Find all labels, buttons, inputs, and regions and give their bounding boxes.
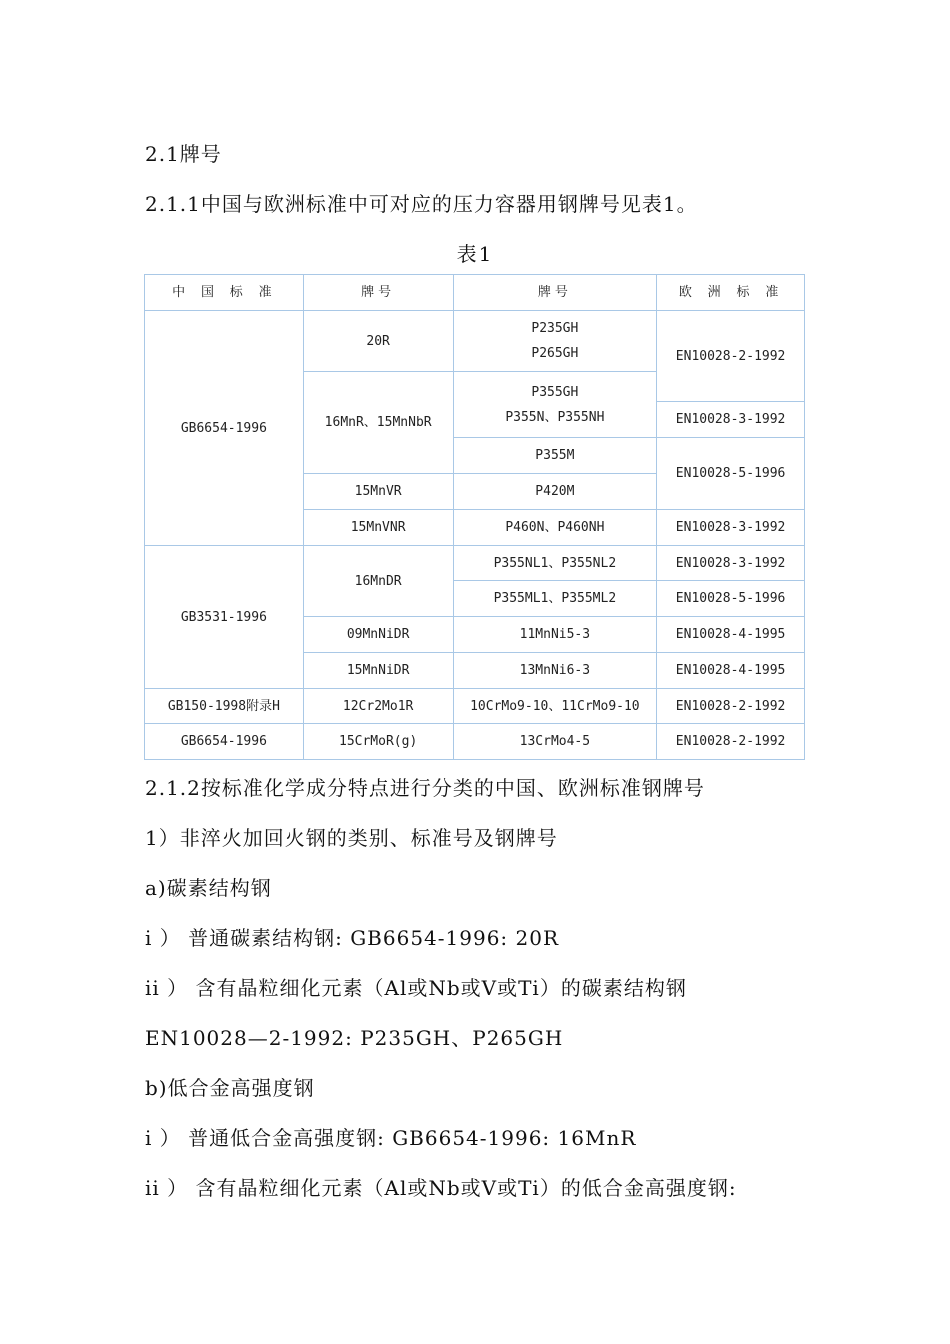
paragraph-2-1-1: 2.1.1中国与欧洲标准中可对应的压力容器用钢牌号见表1。 (145, 192, 698, 216)
header-grade-en: 牌号 (453, 275, 657, 311)
table-cell: GB6654-1996 (145, 311, 304, 546)
list-item-a-ii-grades: EN10028—2-1992: P235GH、P265GH (145, 1026, 564, 1050)
table-cell: EN10028-3-1992 (657, 402, 805, 438)
table-cell: 12Cr2Mo1R (303, 689, 453, 724)
list-item-b-i: i ） 普通低合金高强度钢: GB6654-1996: 16MnR (145, 1126, 637, 1150)
table-row (145, 546, 805, 581)
table-cell: 16MnDR (303, 546, 453, 617)
table-caption: 表1 (456, 242, 494, 266)
table-cell: EN10028-5-1996 (657, 581, 805, 617)
table-cell: EN10028-5-1996 (657, 438, 805, 510)
table-cell: EN10028-2-1992 (657, 724, 805, 760)
table-row (145, 689, 805, 724)
table-cell: P355NL1、P355NL2 (453, 546, 657, 581)
table-cell: 15MnNiDR (303, 653, 453, 689)
table-cell: EN10028-4-1995 (657, 617, 805, 653)
table-cell: 09MnNiDR (303, 617, 453, 653)
table-cell: GB3531-1996 (145, 546, 304, 689)
header-cn-standard: 中 国 标 准 (145, 275, 304, 311)
table-cell: EN10028-2-1992 (657, 311, 805, 402)
cell-line: P355N、P355NH (505, 409, 605, 425)
table-row (145, 311, 805, 372)
list-item-b-ii: ii ） 含有晶粒细化元素（Al或Nb或V或Ti）的低合金高强度钢: (145, 1176, 737, 1200)
table-cell: EN10028-3-1992 (657, 546, 805, 581)
table-cell: 11MnNi5-3 (453, 617, 657, 653)
table-header-row (145, 275, 805, 311)
table-cell: 16MnR、15MnNbR (303, 372, 453, 474)
list-item-a-i: i ） 普通碳素结构钢: GB6654-1996: 20R (145, 926, 560, 950)
table-cell: 15MnVR (303, 474, 453, 510)
table-cell: EN10028-4-1995 (657, 653, 805, 689)
table-cell: 15MnVNR (303, 510, 453, 546)
table-cell: P355M (453, 438, 657, 474)
table-cell: 20R (303, 311, 453, 372)
list-item-a: a)碳素结构钢 (145, 876, 272, 900)
cell-line: P355GH (531, 384, 579, 400)
header-grade-cn: 牌号 (303, 275, 453, 311)
table-cell: EN10028-3-1992 (657, 510, 805, 546)
table-cell: P460N、P460NH (453, 510, 657, 546)
table-cell: GB150-1998附录H (145, 689, 304, 724)
table-cell (453, 372, 657, 438)
table-row (145, 724, 805, 760)
header-en-standard: 欧 洲 标 准 (657, 275, 805, 311)
list-item-b: b)低合金高强度钢 (145, 1076, 315, 1100)
steel-grade-table (144, 274, 805, 760)
paragraph-2-1-2: 2.1.2按标准化学成分特点进行分类的中国、欧洲标准钢牌号 (145, 776, 705, 800)
table-cell (453, 311, 657, 372)
cell-line: P235GH (531, 321, 579, 336)
table-cell: 13CrMo4-5 (453, 724, 657, 760)
table-cell: P355ML1、P355ML2 (453, 581, 657, 617)
table-cell: GB6654-1996 (145, 724, 304, 760)
list-item-a-ii: ii ） 含有晶粒细化元素（Al或Nb或V或Ti）的碳素结构钢 (145, 976, 687, 1000)
table-cell: 10CrMo9-10、11CrMo9-10 (453, 689, 657, 724)
cell-line: P265GH (531, 346, 579, 361)
section-heading: 2.1牌号 (145, 142, 222, 166)
table-cell: P420M (453, 474, 657, 510)
table-cell: 15CrMoR(g) (303, 724, 453, 760)
table-cell: EN10028-2-1992 (657, 689, 805, 724)
table-cell: 13MnNi6-3 (453, 653, 657, 689)
list-item-1: 1）非淬火加回火钢的类别、标准号及钢牌号 (145, 826, 558, 850)
